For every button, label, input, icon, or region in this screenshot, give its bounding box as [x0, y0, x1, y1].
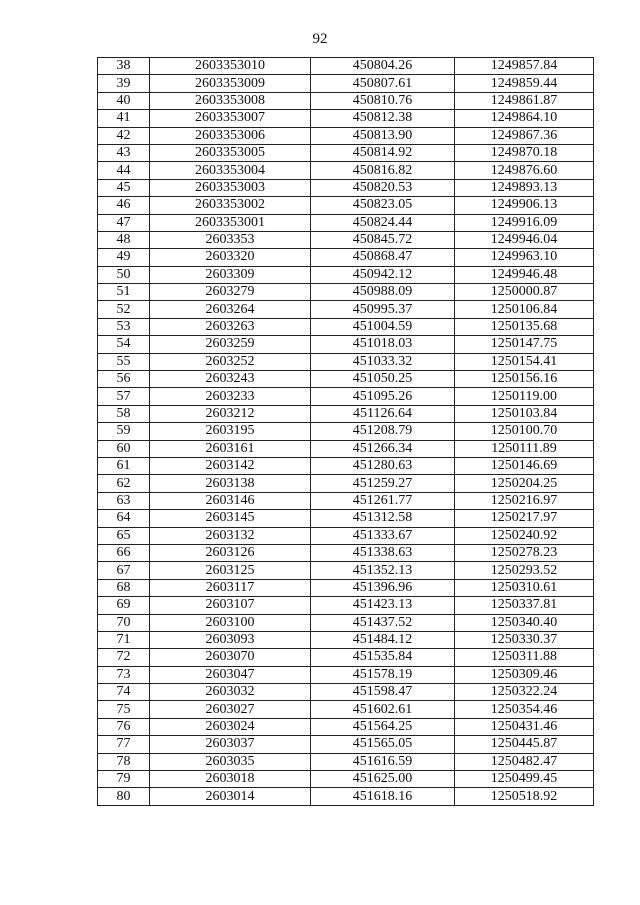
- x-coordinate-cell: 451616.59: [311, 753, 455, 770]
- coordinates-table: [97, 57, 594, 806]
- row-number-cell: 39: [98, 75, 150, 92]
- y-coordinate-cell: 1249946.48: [455, 266, 594, 283]
- x-coordinate-cell: 451618.16: [311, 788, 455, 805]
- row-number-cell: 40: [98, 92, 150, 109]
- x-coordinate-cell: 450824.44: [311, 214, 455, 231]
- y-coordinate-cell: 1249906.13: [455, 197, 594, 214]
- x-coordinate-cell: 451396.96: [311, 579, 455, 596]
- point-code-cell: 2603259: [150, 336, 311, 353]
- x-coordinate-cell: 451484.12: [311, 631, 455, 648]
- row-number-cell: 73: [98, 666, 150, 683]
- x-coordinate-cell: 451126.64: [311, 405, 455, 422]
- point-code-cell: 2603309: [150, 266, 311, 283]
- x-coordinate-cell: 450810.76: [311, 92, 455, 109]
- y-coordinate-cell: 1250337.81: [455, 597, 594, 614]
- y-coordinate-cell: 1250217.97: [455, 510, 594, 527]
- point-code-cell: 2603353009: [150, 75, 311, 92]
- y-coordinate-cell: 1250147.75: [455, 336, 594, 353]
- x-coordinate-cell: 451423.13: [311, 597, 455, 614]
- y-coordinate-cell: 1250146.69: [455, 457, 594, 474]
- row-number-cell: 51: [98, 284, 150, 301]
- point-code-cell: 2603353002: [150, 197, 311, 214]
- table-row: [98, 301, 594, 318]
- table-row: [98, 284, 594, 301]
- y-coordinate-cell: 1250309.46: [455, 666, 594, 683]
- y-coordinate-cell: 1249870.18: [455, 144, 594, 161]
- row-number-cell: 56: [98, 371, 150, 388]
- y-coordinate-cell: 1249867.36: [455, 127, 594, 144]
- table-row: [98, 75, 594, 92]
- y-coordinate-cell: 1250482.47: [455, 753, 594, 770]
- y-coordinate-cell: 1249857.84: [455, 58, 594, 75]
- table-row: [98, 197, 594, 214]
- table-row: [98, 649, 594, 666]
- y-coordinate-cell: 1250445.87: [455, 736, 594, 753]
- point-code-cell: 2603353007: [150, 110, 311, 127]
- point-code-cell: 2603243: [150, 371, 311, 388]
- x-coordinate-cell: 451050.25: [311, 371, 455, 388]
- table-row: [98, 423, 594, 440]
- y-coordinate-cell: 1250310.61: [455, 579, 594, 596]
- point-code-cell: 2603146: [150, 492, 311, 509]
- point-code-cell: 2603353005: [150, 144, 311, 161]
- point-code-cell: 2603037: [150, 736, 311, 753]
- table-row: [98, 231, 594, 248]
- x-coordinate-cell: 451625.00: [311, 771, 455, 788]
- y-coordinate-cell: 1249864.10: [455, 110, 594, 127]
- row-number-cell: 79: [98, 771, 150, 788]
- x-coordinate-cell: 451033.32: [311, 353, 455, 370]
- x-coordinate-cell: 450816.82: [311, 162, 455, 179]
- row-number-cell: 69: [98, 597, 150, 614]
- x-coordinate-cell: 450804.26: [311, 58, 455, 75]
- row-number-cell: 67: [98, 562, 150, 579]
- row-number-cell: 76: [98, 718, 150, 735]
- x-coordinate-cell: 451598.47: [311, 684, 455, 701]
- table-row: [98, 492, 594, 509]
- x-coordinate-cell: 451266.34: [311, 440, 455, 457]
- row-number-cell: 74: [98, 684, 150, 701]
- row-number-cell: 72: [98, 649, 150, 666]
- y-coordinate-cell: 1250518.92: [455, 788, 594, 805]
- point-code-cell: 2603161: [150, 440, 311, 457]
- x-coordinate-cell: 450820.53: [311, 179, 455, 196]
- row-number-cell: 64: [98, 510, 150, 527]
- point-code-cell: 2603320: [150, 249, 311, 266]
- point-code-cell: 2603353004: [150, 162, 311, 179]
- point-code-cell: 2603035: [150, 753, 311, 770]
- row-number-cell: 42: [98, 127, 150, 144]
- point-code-cell: 2603047: [150, 666, 311, 683]
- table-row: [98, 457, 594, 474]
- table-row: [98, 179, 594, 196]
- point-code-cell: 2603353008: [150, 92, 311, 109]
- x-coordinate-cell: 451018.03: [311, 336, 455, 353]
- x-coordinate-cell: 450868.47: [311, 249, 455, 266]
- table-row: [98, 666, 594, 683]
- table-row: [98, 405, 594, 422]
- row-number-cell: 53: [98, 318, 150, 335]
- y-coordinate-cell: 1249916.09: [455, 214, 594, 231]
- point-code-cell: 2603279: [150, 284, 311, 301]
- x-coordinate-cell: 451578.19: [311, 666, 455, 683]
- point-code-cell: 2603018: [150, 771, 311, 788]
- x-coordinate-cell: 450942.12: [311, 266, 455, 283]
- y-coordinate-cell: 1250311.88: [455, 649, 594, 666]
- table-row: [98, 475, 594, 492]
- y-coordinate-cell: 1250000.87: [455, 284, 594, 301]
- point-code-cell: 2603195: [150, 423, 311, 440]
- table-row: [98, 788, 594, 805]
- x-coordinate-cell: 451564.25: [311, 718, 455, 735]
- row-number-cell: 43: [98, 144, 150, 161]
- x-coordinate-cell: 451004.59: [311, 318, 455, 335]
- table-row: [98, 753, 594, 770]
- y-coordinate-cell: 1249963.10: [455, 249, 594, 266]
- x-coordinate-cell: 450845.72: [311, 231, 455, 248]
- row-number-cell: 48: [98, 231, 150, 248]
- table-row: [98, 336, 594, 353]
- y-coordinate-cell: 1250154.41: [455, 353, 594, 370]
- y-coordinate-cell: 1250216.97: [455, 492, 594, 509]
- table-row: [98, 266, 594, 283]
- row-number-cell: 68: [98, 579, 150, 596]
- point-code-cell: 2603233: [150, 388, 311, 405]
- y-coordinate-cell: 1250240.92: [455, 527, 594, 544]
- x-coordinate-cell: 451280.63: [311, 457, 455, 474]
- table-row: [98, 527, 594, 544]
- row-number-cell: 38: [98, 58, 150, 75]
- table-row: [98, 214, 594, 231]
- x-coordinate-cell: 450823.05: [311, 197, 455, 214]
- x-coordinate-cell: 451338.63: [311, 544, 455, 561]
- y-coordinate-cell: 1250278.23: [455, 544, 594, 561]
- coordinates-table-body: [98, 58, 594, 806]
- y-coordinate-cell: 1250293.52: [455, 562, 594, 579]
- table-row: [98, 110, 594, 127]
- row-number-cell: 41: [98, 110, 150, 127]
- row-number-cell: 59: [98, 423, 150, 440]
- point-code-cell: 2603145: [150, 510, 311, 527]
- row-number-cell: 75: [98, 701, 150, 718]
- point-code-cell: 2603264: [150, 301, 311, 318]
- table-row: [98, 597, 594, 614]
- table-row: [98, 318, 594, 335]
- x-coordinate-cell: 451352.13: [311, 562, 455, 579]
- x-coordinate-cell: 450807.61: [311, 75, 455, 92]
- table-row: [98, 736, 594, 753]
- point-code-cell: 2603138: [150, 475, 311, 492]
- y-coordinate-cell: 1250322.24: [455, 684, 594, 701]
- table-row: [98, 562, 594, 579]
- table-row: [98, 684, 594, 701]
- x-coordinate-cell: 450813.90: [311, 127, 455, 144]
- x-coordinate-cell: 450814.92: [311, 144, 455, 161]
- row-number-cell: 78: [98, 753, 150, 770]
- point-code-cell: 2603212: [150, 405, 311, 422]
- row-number-cell: 61: [98, 457, 150, 474]
- table-row: [98, 579, 594, 596]
- point-code-cell: 2603353: [150, 231, 311, 248]
- y-coordinate-cell: 1250156.16: [455, 371, 594, 388]
- point-code-cell: 2603142: [150, 457, 311, 474]
- table-row: [98, 701, 594, 718]
- y-coordinate-cell: 1249893.13: [455, 179, 594, 196]
- x-coordinate-cell: 451261.77: [311, 492, 455, 509]
- table-row: [98, 440, 594, 457]
- y-coordinate-cell: 1250111.89: [455, 440, 594, 457]
- y-coordinate-cell: 1250106.84: [455, 301, 594, 318]
- row-number-cell: 44: [98, 162, 150, 179]
- point-code-cell: 2603107: [150, 597, 311, 614]
- y-coordinate-cell: 1249861.87: [455, 92, 594, 109]
- y-coordinate-cell: 1250103.84: [455, 405, 594, 422]
- table-row: [98, 771, 594, 788]
- point-code-cell: 2603126: [150, 544, 311, 561]
- x-coordinate-cell: 451535.84: [311, 649, 455, 666]
- x-coordinate-cell: 450988.09: [311, 284, 455, 301]
- point-code-cell: 2603353006: [150, 127, 311, 144]
- point-code-cell: 2603125: [150, 562, 311, 579]
- table-row: [98, 162, 594, 179]
- table-row: [98, 127, 594, 144]
- x-coordinate-cell: 450812.38: [311, 110, 455, 127]
- row-number-cell: 52: [98, 301, 150, 318]
- row-number-cell: 47: [98, 214, 150, 231]
- row-number-cell: 57: [98, 388, 150, 405]
- table-row: [98, 510, 594, 527]
- x-coordinate-cell: 451333.67: [311, 527, 455, 544]
- row-number-cell: 80: [98, 788, 150, 805]
- row-number-cell: 58: [98, 405, 150, 422]
- point-code-cell: 2603014: [150, 788, 311, 805]
- y-coordinate-cell: 1250135.68: [455, 318, 594, 335]
- y-coordinate-cell: 1250330.37: [455, 631, 594, 648]
- x-coordinate-cell: 451437.52: [311, 614, 455, 631]
- row-number-cell: 49: [98, 249, 150, 266]
- table-row: [98, 718, 594, 735]
- table-row: [98, 92, 594, 109]
- y-coordinate-cell: 1250100.70: [455, 423, 594, 440]
- y-coordinate-cell: 1249859.44: [455, 75, 594, 92]
- table-row: [98, 58, 594, 75]
- point-code-cell: 2603263: [150, 318, 311, 335]
- table-row: [98, 388, 594, 405]
- y-coordinate-cell: 1250119.00: [455, 388, 594, 405]
- table-row: [98, 631, 594, 648]
- y-coordinate-cell: 1250354.46: [455, 701, 594, 718]
- table-row: [98, 144, 594, 161]
- x-coordinate-cell: 451565.05: [311, 736, 455, 753]
- x-coordinate-cell: 450995.37: [311, 301, 455, 318]
- point-code-cell: 2603032: [150, 684, 311, 701]
- row-number-cell: 65: [98, 527, 150, 544]
- x-coordinate-cell: 451259.27: [311, 475, 455, 492]
- point-code-cell: 2603100: [150, 614, 311, 631]
- table-row: [98, 614, 594, 631]
- y-coordinate-cell: 1249946.04: [455, 231, 594, 248]
- table-row: [98, 353, 594, 370]
- x-coordinate-cell: 451095.26: [311, 388, 455, 405]
- table-row: [98, 249, 594, 266]
- row-number-cell: 60: [98, 440, 150, 457]
- point-code-cell: 2603252: [150, 353, 311, 370]
- y-coordinate-cell: 1250431.46: [455, 718, 594, 735]
- point-code-cell: 2603093: [150, 631, 311, 648]
- point-code-cell: 2603070: [150, 649, 311, 666]
- point-code-cell: 2603132: [150, 527, 311, 544]
- point-code-cell: 2603353010: [150, 58, 311, 75]
- y-coordinate-cell: 1250340.40: [455, 614, 594, 631]
- point-code-cell: 2603117: [150, 579, 311, 596]
- row-number-cell: 54: [98, 336, 150, 353]
- table-row: [98, 544, 594, 561]
- x-coordinate-cell: 451602.61: [311, 701, 455, 718]
- row-number-cell: 62: [98, 475, 150, 492]
- row-number-cell: 50: [98, 266, 150, 283]
- row-number-cell: 45: [98, 179, 150, 196]
- x-coordinate-cell: 451312.58: [311, 510, 455, 527]
- y-coordinate-cell: 1250499.45: [455, 771, 594, 788]
- row-number-cell: 66: [98, 544, 150, 561]
- point-code-cell: 2603353003: [150, 179, 311, 196]
- page-number: 92: [312, 31, 328, 47]
- y-coordinate-cell: 1250204.25: [455, 475, 594, 492]
- y-coordinate-cell: 1249876.60: [455, 162, 594, 179]
- row-number-cell: 77: [98, 736, 150, 753]
- point-code-cell: 2603024: [150, 718, 311, 735]
- row-number-cell: 71: [98, 631, 150, 648]
- row-number-cell: 55: [98, 353, 150, 370]
- point-code-cell: 2603027: [150, 701, 311, 718]
- row-number-cell: 46: [98, 197, 150, 214]
- point-code-cell: 2603353001: [150, 214, 311, 231]
- row-number-cell: 63: [98, 492, 150, 509]
- table-row: [98, 371, 594, 388]
- x-coordinate-cell: 451208.79: [311, 423, 455, 440]
- row-number-cell: 70: [98, 614, 150, 631]
